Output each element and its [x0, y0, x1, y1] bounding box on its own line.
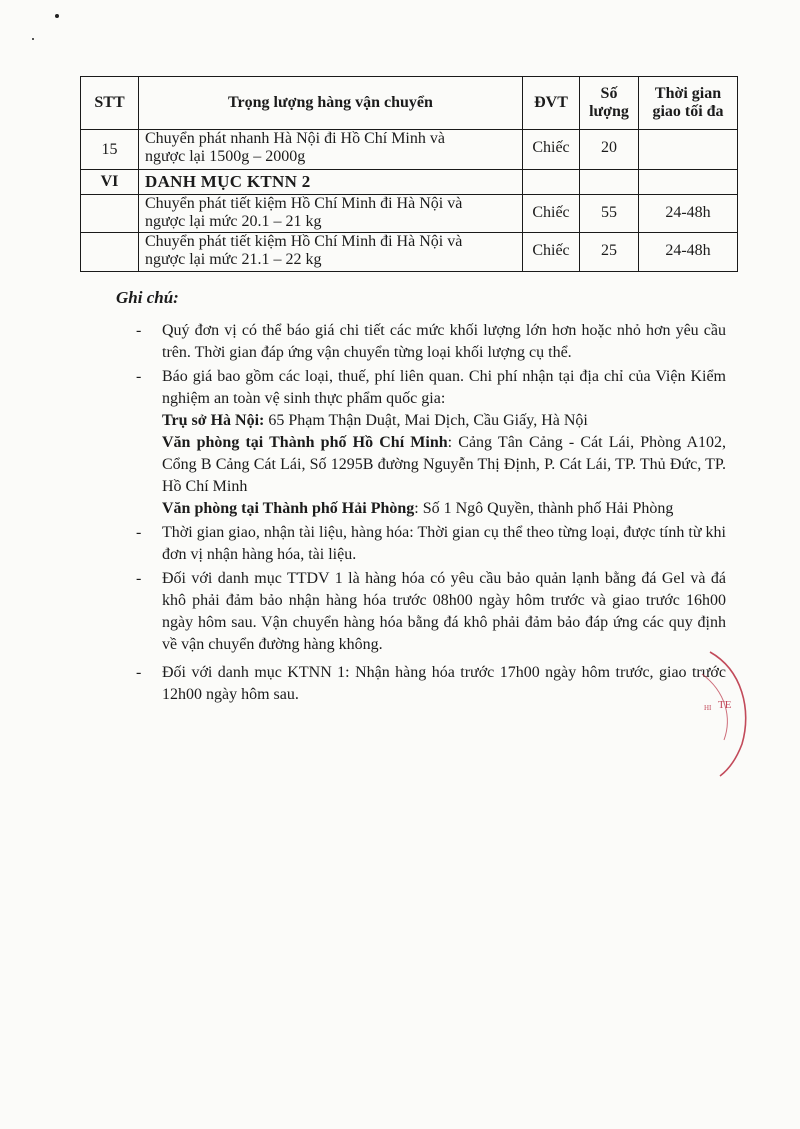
note-dash: -	[136, 322, 142, 339]
section-row	[81, 170, 738, 195]
row-time: 24-48h	[639, 233, 738, 272]
row-name-line2: ngược lại 1500g – 2000g	[145, 148, 306, 165]
header-stt: STT	[81, 77, 139, 130]
note-text: Đối với danh mục KTNN 1: Nhận hàng hóa trước 17h00 ngày hôm trước, giao trước 12h00 ngày hôm sau.	[162, 664, 726, 703]
header-unit: ĐVT	[523, 77, 580, 130]
note-dash: -	[136, 570, 142, 587]
row-stt	[81, 195, 139, 233]
office-hanoi	[162, 410, 726, 432]
table-row	[81, 130, 738, 170]
row-name	[139, 195, 523, 233]
row-name	[139, 130, 523, 170]
note-text-block	[162, 366, 726, 520]
office-hcm-address: : Cảng Tân Cảng - Cát Lái, Phòng A102, Cổng B Cảng Cát Lái, Số 1295B đường Nguyễn Thị Định, P. Cát Lái, TP. Thủ Đức, TP. Hồ Chí Minh	[162, 434, 727, 495]
empty-cell	[523, 170, 580, 195]
office-hcm-label: Văn phòng tại Thành phố Hồ Chí Minh	[162, 434, 448, 451]
row-stt	[81, 233, 139, 272]
header-qty-line1: Số	[600, 85, 618, 102]
note-dash: -	[136, 664, 142, 681]
office-haiphong-address: : Số 1 Ngô Quyền, thành phố Hải Phòng	[414, 500, 674, 517]
scan-speck	[55, 14, 59, 18]
row-time	[639, 130, 738, 170]
notes-title: Ghi chú:	[116, 288, 179, 307]
note-item	[136, 522, 726, 566]
office-haiphong-label: Văn phòng tại Thành phố Hải Phòng	[162, 500, 415, 517]
note-item	[136, 568, 726, 656]
row-time: 24-48h	[639, 195, 738, 233]
row-name	[139, 233, 523, 272]
empty-cell	[580, 170, 639, 195]
note-dash: -	[136, 368, 142, 385]
section-stt: VI	[81, 170, 139, 195]
row-unit: Chiếc	[523, 130, 580, 170]
note-item	[136, 662, 726, 706]
note-dash: -	[136, 524, 142, 541]
section-title: DANH MỤC KTNN 2	[139, 170, 523, 195]
scan-speck	[32, 38, 34, 40]
table-header-row	[81, 77, 738, 130]
row-unit: Chiếc	[523, 195, 580, 233]
row-qty: 55	[580, 195, 639, 233]
stamp-text-small: HI	[704, 704, 712, 712]
note-item	[136, 366, 726, 520]
row-unit: Chiếc	[523, 233, 580, 272]
row-qty: 25	[580, 233, 639, 272]
header-time-line2: giao tối đa	[652, 103, 724, 120]
note-text: Báo giá bao gồm các loại, thuế, phí liên quan. Chi phí nhận tại địa chỉ của Viện Kiểm nghiệm an toàn vệ sinh thực phẩm quốc gia:	[162, 368, 726, 407]
note-text: Quý đơn vị có thể báo giá chi tiết các mức khối lượng lớn hơn hoặc nhỏ hơn yêu cầu trên. Thời gian đáp ứng vận chuyển từng loại khối lượng cụ thể.	[162, 322, 726, 361]
row-name-line1: Chuyển phát tiết kiệm Hồ Chí Minh đi Hà Nội và	[145, 233, 463, 250]
empty-cell	[639, 170, 738, 195]
note-item	[136, 320, 726, 364]
stamp-text: TE	[718, 699, 732, 711]
office-hcm	[162, 432, 726, 498]
header-time-line1: Thời gian	[654, 85, 722, 102]
note-text: Thời gian giao, nhận tài liệu, hàng hóa: Thời gian cụ thể theo từng loại, được tính từ khi đơn vị nhận hàng hóa, tài liệu.	[162, 524, 726, 563]
office-hanoi-address: 65 Phạm Thận Duật, Mai Dịch, Cầu Giấy, Hà Nội	[264, 412, 588, 429]
row-name-line2: ngược lại mức 20.1 – 21 kg	[145, 213, 322, 230]
row-name-line1: Chuyển phát tiết kiệm Hồ Chí Minh đi Hà Nội và	[145, 195, 463, 212]
header-time	[639, 77, 738, 130]
table-row	[81, 233, 738, 272]
row-stt: 15	[81, 130, 139, 170]
header-qty	[580, 77, 639, 130]
row-name-line1: Chuyển phát nhanh Hà Nội đi Hồ Chí Minh và	[145, 130, 445, 147]
shipping-weight-table	[80, 76, 738, 272]
header-qty-line2: lượng	[589, 103, 629, 120]
header-name: Trọng lượng hàng vận chuyển	[139, 77, 523, 130]
office-haiphong	[162, 498, 726, 520]
office-hanoi-label: Trụ sở Hà Nội:	[162, 412, 265, 429]
row-qty: 20	[580, 130, 639, 170]
table-row	[81, 195, 738, 233]
row-name-line2: ngược lại mức 21.1 – 22 kg	[145, 251, 322, 268]
note-text: Đối với danh mục TTDV 1 là hàng hóa có yêu cầu bảo quản lạnh bằng đá Gel và đá khô phải đảm bảo nhận hàng hóa trước 08h00 ngày hôm trước và giao trước 16h00 ngày hôm sau. Vận chuyển hàng hóa bằng đá khô phải đảm bảo đáp ứng các quy định về vận chuyển đường hàng không.	[162, 570, 726, 653]
